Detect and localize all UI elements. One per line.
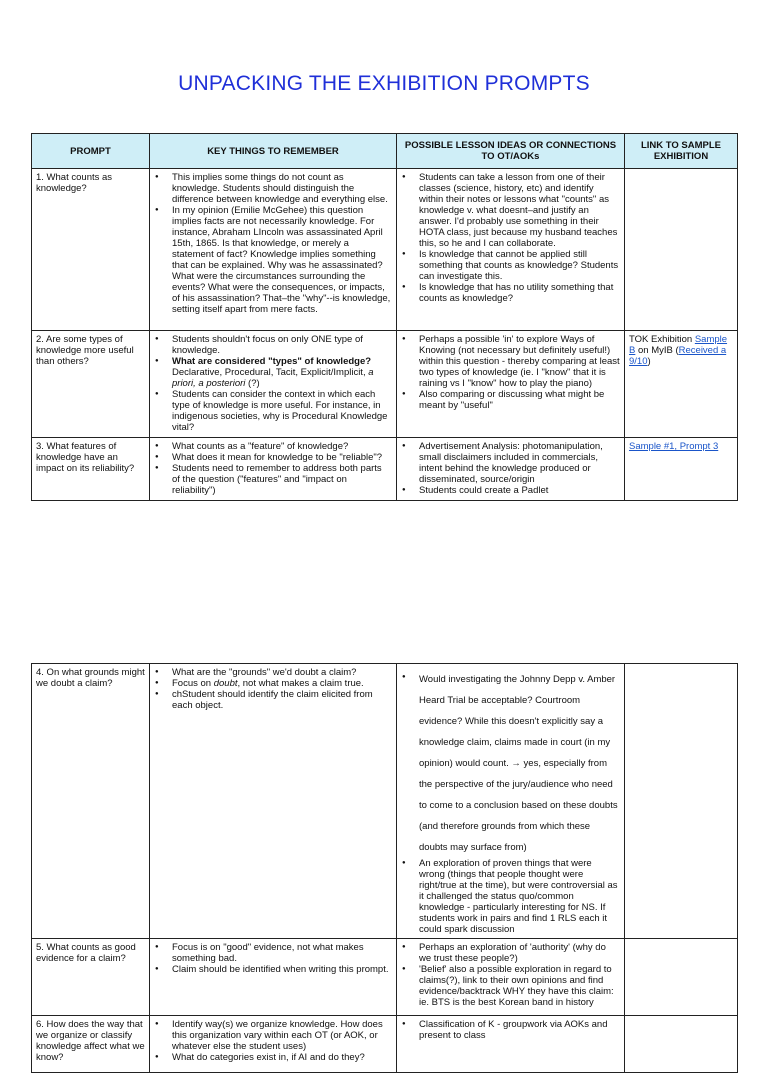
italic-text: doubt xyxy=(213,678,238,689)
lesson-ideas-cell xyxy=(397,1016,625,1073)
header-prompt: PROMPT xyxy=(32,134,150,169)
link-cell xyxy=(625,939,738,1016)
prompt-cell: 6. How does the way that we organize or classify knowledge affect what we know? xyxy=(32,1016,150,1073)
list-item: ● In my opinion (Emilie McGehee) this question implies facts are not necessarily knowledge. For instance, Abraham LIncoln was assassinated April 15th, 1865. Is that knowledge, or merely a statement of fact? Knowledge implies something that can be explained. Why was he assassinated? What were the circumstances surrounding the events? What were the consequences, or impacts, of his assassination? That–the "why"--is knowledge, setting itself apart from mere facts. xyxy=(168,205,392,315)
table-row xyxy=(32,331,738,438)
link-cell xyxy=(625,169,738,331)
link-cell xyxy=(625,1016,738,1073)
list-item: ● 'Belief' also a possible exploration in regard to claims(?), link to their own opinions and find evidence/backtrack WHY they have this claim: ie. BTS is the best Korean band in history xyxy=(415,964,620,1008)
list-item xyxy=(168,356,392,389)
list-item: ● Classification of K - groupwork via AOKs and present to class xyxy=(415,1019,620,1041)
table-row xyxy=(32,169,738,331)
text: on MyIB ( xyxy=(635,345,679,356)
prompts-table-bottom xyxy=(31,663,738,1073)
table-row xyxy=(32,1016,738,1073)
lesson-ideas-cell xyxy=(397,169,625,331)
text: Focus on xyxy=(172,678,214,689)
lesson-ideas-cell xyxy=(397,664,625,939)
list-item: ● Is knowledge that cannot be applied still something that counts as knowledge? Students can investigate this. xyxy=(415,249,620,282)
list-item: ● What are the "grounds" we'd doubt a claim? xyxy=(168,667,392,678)
text: ) xyxy=(647,356,651,367)
list-item: ● What do categories exist in, if AI and do they? xyxy=(168,1052,392,1063)
list-item: ● Students can consider the context in which each type of knowledge is more useful. For instance, in indigenous societies, why is Procedural Knowledge vital? xyxy=(168,389,392,433)
received-link[interactable]: Received a 9/10 xyxy=(629,345,727,367)
list-item: ● What does it mean for knowledge to be "reliable"? xyxy=(168,452,392,463)
list-item: ● Perhaps an exploration of 'authority' (why do we trust these people?) xyxy=(415,942,620,964)
list-item: ● Perhaps a possible 'in' to explore Ways of Knowing (not necessary but definitely useful!) within this question - thereby comparing at least two types of knowledge (ie. I "know" that it is raining vs I "know" how to play the piano) xyxy=(415,334,620,389)
key-things-cell xyxy=(150,438,397,501)
list-item: ● Students could create a Padlet xyxy=(415,485,620,496)
lesson-ideas-cell xyxy=(397,331,625,438)
list-item: ● An exploration of proven things that were wrong (things that people thought were right/true at the time), but were controversial as it challenged the status quo/common knowledge - particularly interesting for NS. If students work in pairs and find 1 RLS each it could spark discussion xyxy=(415,858,620,935)
header-link-sample: LINK TO SAMPLE EXHIBITION xyxy=(625,134,738,169)
list-item: ● Advertisement Analysis: photomanipulation, small disclaimers included in commercials, intent behind the knowledge produced or disseminated, source/origin xyxy=(415,441,620,485)
list-item xyxy=(168,678,392,689)
list-item: ● Also comparing or discussing what might be meant by "useful" xyxy=(415,389,620,411)
text: , not what makes a claim true. xyxy=(237,678,364,689)
sample-1-prompt-3-link[interactable]: Sample #1, Prompt 3 xyxy=(629,441,719,452)
list-item: ● What counts as a "feature" of knowledge? xyxy=(168,441,392,452)
table-row xyxy=(32,939,738,1016)
text: Declarative, Procedural, Tacit, Explicit/Implicit, xyxy=(172,367,369,378)
header-key-things: KEY THINGS TO REMEMBER xyxy=(150,134,397,169)
list-item: ● Is knowledge that has no utility something that counts as knowledge? xyxy=(415,282,620,304)
key-things-cell xyxy=(150,1016,397,1073)
list-item: ● Students can take a lesson from one of their classes (science, history, etc) and identify within their notes or lessons what "counts" as knowledge v. what doesnt–and justify an answer. I'd probably use something in their HOTA class, just because my husband teaches this, so he and I can collaborate. xyxy=(415,172,620,249)
table-header-row xyxy=(32,134,738,169)
key-things-cell xyxy=(150,331,397,438)
table-row xyxy=(32,438,738,501)
list-item: ● Students need to remember to address both parts of the question ("features" and "impact on reliability") xyxy=(168,463,392,496)
lesson-ideas-cell xyxy=(397,438,625,501)
list-item: ● chStudent should identify the claim elicited from each object. xyxy=(168,689,392,711)
bold-text: What are considered "types" of knowledge? xyxy=(172,356,372,367)
key-things-cell xyxy=(150,169,397,331)
prompt-cell: 3. What features of knowledge have an impact on its reliability? xyxy=(32,438,150,501)
key-things-cell xyxy=(150,664,397,939)
link-cell xyxy=(625,664,738,939)
prompt-cell: 5. What counts as good evidence for a claim? xyxy=(32,939,150,1016)
link-cell xyxy=(625,331,738,438)
list-item: ● Students shouldn't focus on only ONE type of knowledge. xyxy=(168,334,392,356)
lesson-ideas-cell xyxy=(397,939,625,1016)
prompt-cell: 2. Are some types of knowledge more useful than others? xyxy=(32,331,150,438)
prompt-cell: 1. What counts as knowledge? xyxy=(32,169,150,331)
header-lesson-ideas: POSSIBLE LESSON IDEAS OR CONNECTIONS TO OT/AOKs xyxy=(397,134,625,169)
list-item: ● Claim should be identified when writing this prompt. xyxy=(168,964,392,975)
text: (?) xyxy=(245,378,260,389)
prompt-cell: 4. On what grounds might we doubt a claim? xyxy=(32,664,150,939)
link-prefix: TOK Exhibition xyxy=(629,334,695,345)
italic-text: a priori, a posteriori xyxy=(172,367,374,389)
prompts-table-top xyxy=(31,133,738,501)
list-item: ● This implies some things do not count as knowledge. Students should distinguish the difference between knowledge and everything else. xyxy=(168,172,392,205)
list-item: ● Would investigating the Johnny Depp v. Amber Heard Trial be acceptable? Courtroom evidence? While this doesn't explicitly say a knowledge claim, claims made in court (in my opinion) would count. → yes, especially from the perspective of the jury/audience who need to come to a conclusion based on these doubts (and therefore grounds from which these doubts may surface from) xyxy=(415,667,620,858)
table-row xyxy=(32,664,738,939)
key-things-cell xyxy=(150,939,397,1016)
page-title: UNPACKING THE EXHIBITION PROMPTS xyxy=(178,72,590,95)
sample-b-link[interactable]: Sample B xyxy=(629,334,728,356)
link-cell xyxy=(625,438,738,501)
list-item: ● Identify way(s) we organize knowledge. How does this organization vary within each OT (or AOK, or whatever else the student uses) xyxy=(168,1019,392,1052)
list-item: ● Focus is on "good" evidence, not what makes something bad. xyxy=(168,942,392,964)
